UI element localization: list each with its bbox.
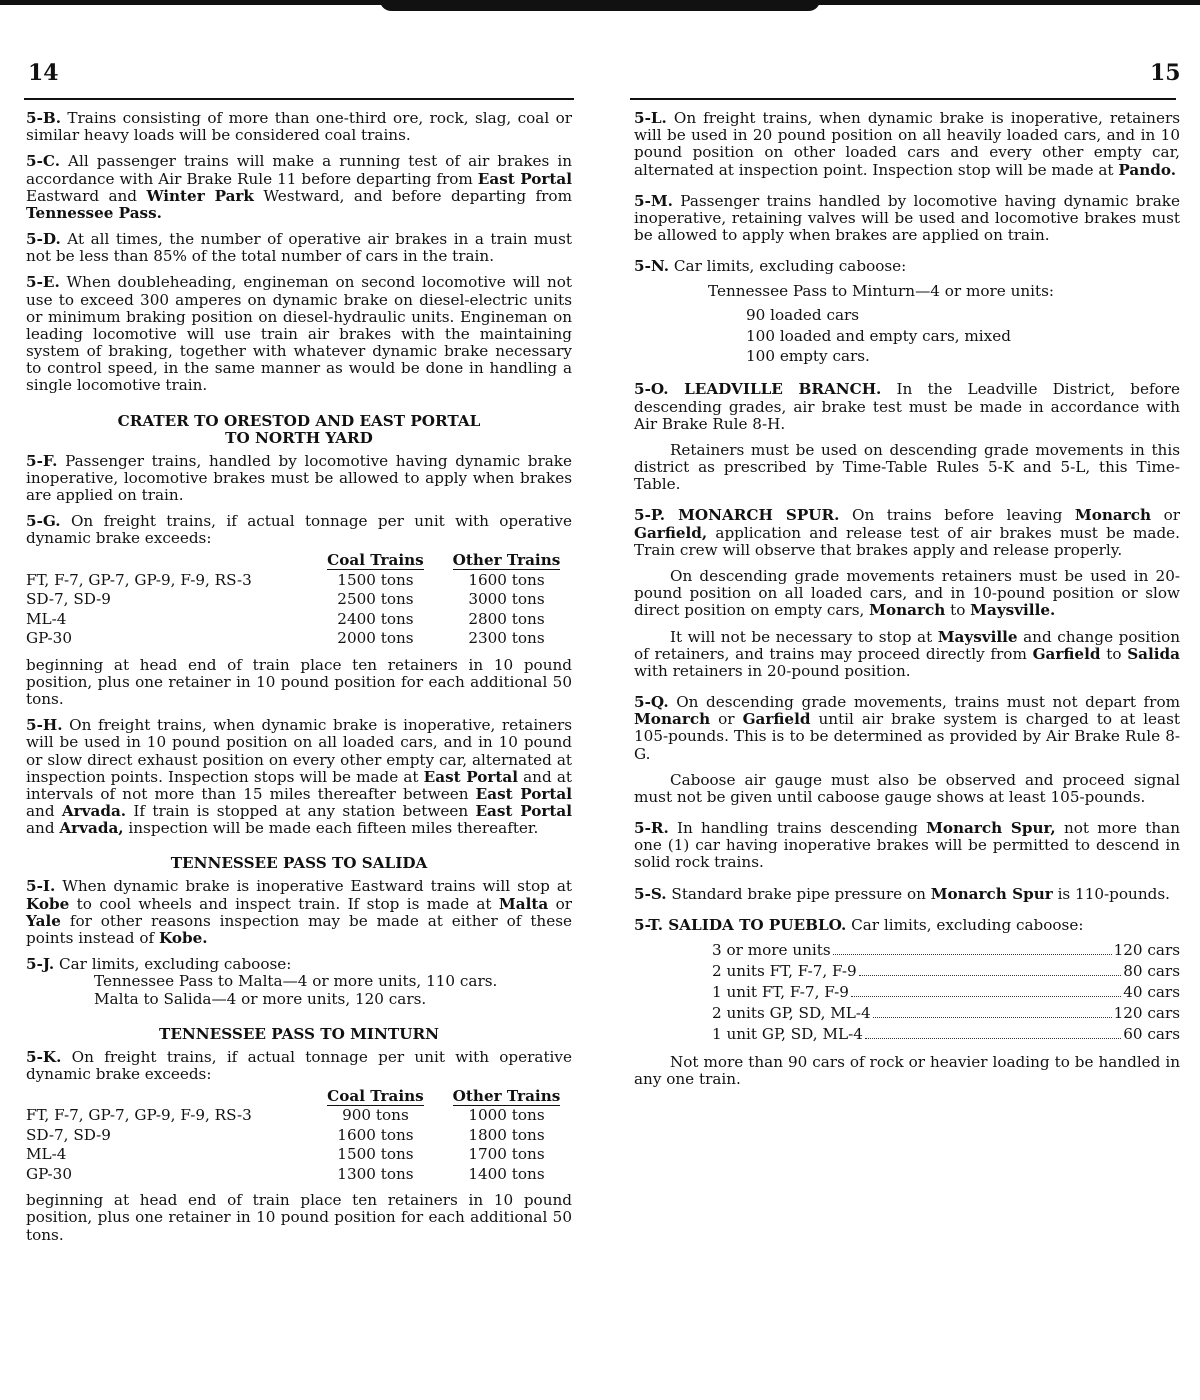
- rule-5p: 5-P. MONARCH SPUR. On trains before leaving Monarch or Garfield, application and release test of air brakes must be made. Train crew will observe that brakes apply and release properly.: [634, 506, 1180, 559]
- list-item: 1 unit GP, SD, ML-4 60 cars: [712, 1024, 1180, 1043]
- rule-5p-paragraph-3: It will not be necessary to stop at Maysville and change position of retainers, and trains may proceed directly from Garfield to Salida with retainers in 20-pound position.: [634, 627, 1181, 680]
- page-number-left: 14: [28, 60, 59, 86]
- rule-5e: 5-E. When doubleheading, engineman on second locomotive will not use to exceed 300 amperes on dynamic brake on diesel-electric units or minimum braking position on diesel-hydraulic units. Engineman on leading locomotive will use train air brakes with the maintaining system of braking, together with whatever dynamic brake necessary to control speed, in the same manner as would be done in handling a single locomotive train.: [26, 273, 572, 395]
- section-heading-tennessee-salida: TENNESSEE PASS TO SALIDA: [170, 854, 428, 873]
- rule-5d: 5-D. At all times, the number of operative air brakes in a train must not be less than 85% of the total number of cars in the train.: [26, 230, 572, 266]
- rule-5f: 5-F. Passenger trains, handled by locomotive having dynamic brake inoperative, locomotive brakes must be allowed to apply when brakes are applied on train.: [26, 451, 572, 504]
- list-item: 100 empty cars.: [746, 347, 870, 366]
- section-heading-crater: CRATER TO ORESTOD AND EAST PORTAL TO NORTH YARD: [117, 411, 481, 447]
- list-item: 100 loaded and empty cars, mixed: [746, 326, 1011, 345]
- rule-5g: 5-G. On freight trains, if actual tonnage per unit with operative dynamic brake exceeds:: [26, 512, 572, 548]
- rule-5q-paragraph-2: Caboose air gauge must also be observed and proceed signal must not be given until caboose gauge shows at least 105-pounds.: [634, 770, 1180, 806]
- rule-5o-paragraph-2: Retainers must be used on descending grade movements in this district as prescribed by Time-Table Rules 5-K and 5-L, this Time-Table.: [634, 440, 1180, 494]
- header-rule-right: [630, 98, 1176, 100]
- right-page-column: [634, 110, 1180, 1097]
- rule-5m: 5-M. Passenger trains handled by locomotive having dynamic brake inoperative, retaining valves will be used and locomotive brakes must be allowed to apply when brakes are applied on train.: [634, 191, 1180, 245]
- table-row: FT, F-7, GP-7, GP-9, F-9, RS-3 1500 tons 1600 tons: [26, 570, 545, 589]
- rule-5k-continued: beginning at head end of train place ten retainers in 10 pound position, plus one retainer in 10 pound position for each additional 50 tons.: [26, 1191, 572, 1244]
- table-row: ML-4 2400 tons 2800 tons: [26, 609, 545, 628]
- tonnage-table-2: [26, 1087, 572, 1184]
- table2-header-coal: Coal Trains: [327, 1087, 424, 1106]
- table1-header-coal: Coal Trains: [327, 551, 424, 570]
- page-top-border: [0, 0, 1200, 14]
- section-heading-tennessee-minturn: TENNESSEE PASS TO MINTURN: [159, 1024, 439, 1043]
- rule-5p-paragraph-2: On descending grade movements retainers must be used in 20-pound position on all loaded cars, and in 10-pound position or slow direct position on empty cars, Monarch to Maysville.: [634, 567, 1180, 620]
- table-row: FT, F-7, GP-7, GP-9, F-9, RS-3 900 tons 1000 tons: [26, 1106, 545, 1125]
- rule-5l: 5-L. On freight trains, when dynamic brake is inoperative, retainers will be used in 20 pound position on all heavily loaded cars, and in 10 pound position on other loaded cars and every other empty car, alternated at inspection point. Inspection stop will be made at Pando.: [634, 109, 1180, 179]
- list-item: 2 units FT, F-7, F-9 80 cars: [712, 961, 1180, 980]
- rule-5t-closing: Not more than 90 cars of rock or heavier loading to be handled in any one train.: [634, 1052, 1180, 1088]
- rule-5o: 5-O. LEADVILLE BRANCH. In the Leadville District, before descending grades, air brake test must be made in accordance with Air Brake Rule 8-H.: [634, 380, 1181, 433]
- list-item: 90 loaded cars: [746, 305, 860, 324]
- table-row: SD-7, SD-9 1600 tons 1800 tons: [26, 1125, 545, 1144]
- rule-5j: 5-J. Car limits, excluding caboose: Tennessee Pass to Malta—4 or more units, 110 cars. Malta to Salida—4 or more units, 120 cars.: [26, 955, 498, 1008]
- rule-5b: 5-B. Trains consisting of more than one-third ore, rock, slag, coal or similar heavy loads will be considered coal trains.: [26, 109, 572, 145]
- table-row: SD-7, SD-9 2500 tons 3000 tons: [26, 590, 545, 609]
- table-row: ML-4 1500 tons 1700 tons: [26, 1145, 545, 1164]
- rule-5h: 5-H. On freight trains, when dynamic brake is inoperative, retainers will be used in 10 pound position on all loaded cars, and in 10 pound or slow direct exhaust position on every other empty car, alternated at inspection points. Inspection stops will be made at East Portal and at intervals of not more than 15 miles thereafter between East Portal and Arvada. If train is stopped at any station between East Portal and Arvada, inspection will be made each fifteen miles thereafter.: [26, 716, 572, 838]
- table2-header-other: Other Trains: [452, 1087, 561, 1106]
- page-number-right: 15: [1150, 60, 1181, 86]
- rule-5r: 5-R. In handling trains descending Monarch Spur, not more than one (1) car having inoperative brakes will be permitted to descend in solid rock trains.: [634, 819, 1180, 872]
- table1-header-other: Other Trains: [452, 551, 561, 570]
- rule-5t: 5-T. SALIDA TO PUEBLO. Car limits, excluding caboose: 3 or more units 120 cars 2 units FT, F-7, F-9 80 cars 1 unit FT, F-7, F-9 40 cars 2 units GP, SD, ML-4 120 cars 1 unit GP, SD, ML-4 60 cars: [634, 915, 1180, 1043]
- rule-5q: 5-Q. On descending grade movements, trains must not depart from Monarch or Garfield until air brake system is charged to at least 105-pounds. This is to be determined as provided by Air Brake Rule 8-G.: [634, 693, 1180, 763]
- left-page-column: [26, 110, 572, 1253]
- list-item: 1 unit FT, F-7, F-9 40 cars: [712, 982, 1180, 1001]
- rule-5n: 5-N. Car limits, excluding caboose: Tennessee Pass to Minturn—4 or more units: 90 loaded cars 100 loaded and empty cars, mixed 100 empty cars.: [634, 258, 1180, 367]
- rule-5k: 5-K. On freight trains, if actual tonnage per unit with operative dynamic brake exceeds:: [26, 1047, 572, 1083]
- rule-5c: 5-C. All passenger trains will make a running test of air brakes in accordance with Air Brake Rule 11 before departing from East Portal Eastward and Winter Park Westward, and before departing from Tennessee Pass.: [26, 152, 572, 222]
- tonnage-table-1: [26, 551, 572, 648]
- header-rule-left: [24, 98, 574, 100]
- list-item: 2 units GP, SD, ML-4 120 cars: [712, 1003, 1180, 1022]
- car-limits-list: [634, 940, 1180, 1045]
- list-item: 3 or more units 120 cars: [712, 940, 1180, 959]
- table-row: GP-30 2000 tons 2300 tons: [26, 629, 545, 648]
- rule-5i: 5-I. When dynamic brake is inoperative Eastward trains will stop at Kobe to cool wheels and inspect train. If stop is made at Malta or Yale for other reasons inspection may be made at either of these points instead of Kobe.: [26, 877, 573, 947]
- rule-5g-continued: beginning at head end of train place ten retainers in 10 pound position, plus one retainer in 10 pound position for each additional 50 tons.: [26, 655, 572, 709]
- rule-5s: 5-S. Standard brake pipe pressure on Monarch Spur is 110-pounds.: [634, 884, 1170, 903]
- table-row: GP-30 1300 tons 1400 tons: [26, 1164, 545, 1183]
